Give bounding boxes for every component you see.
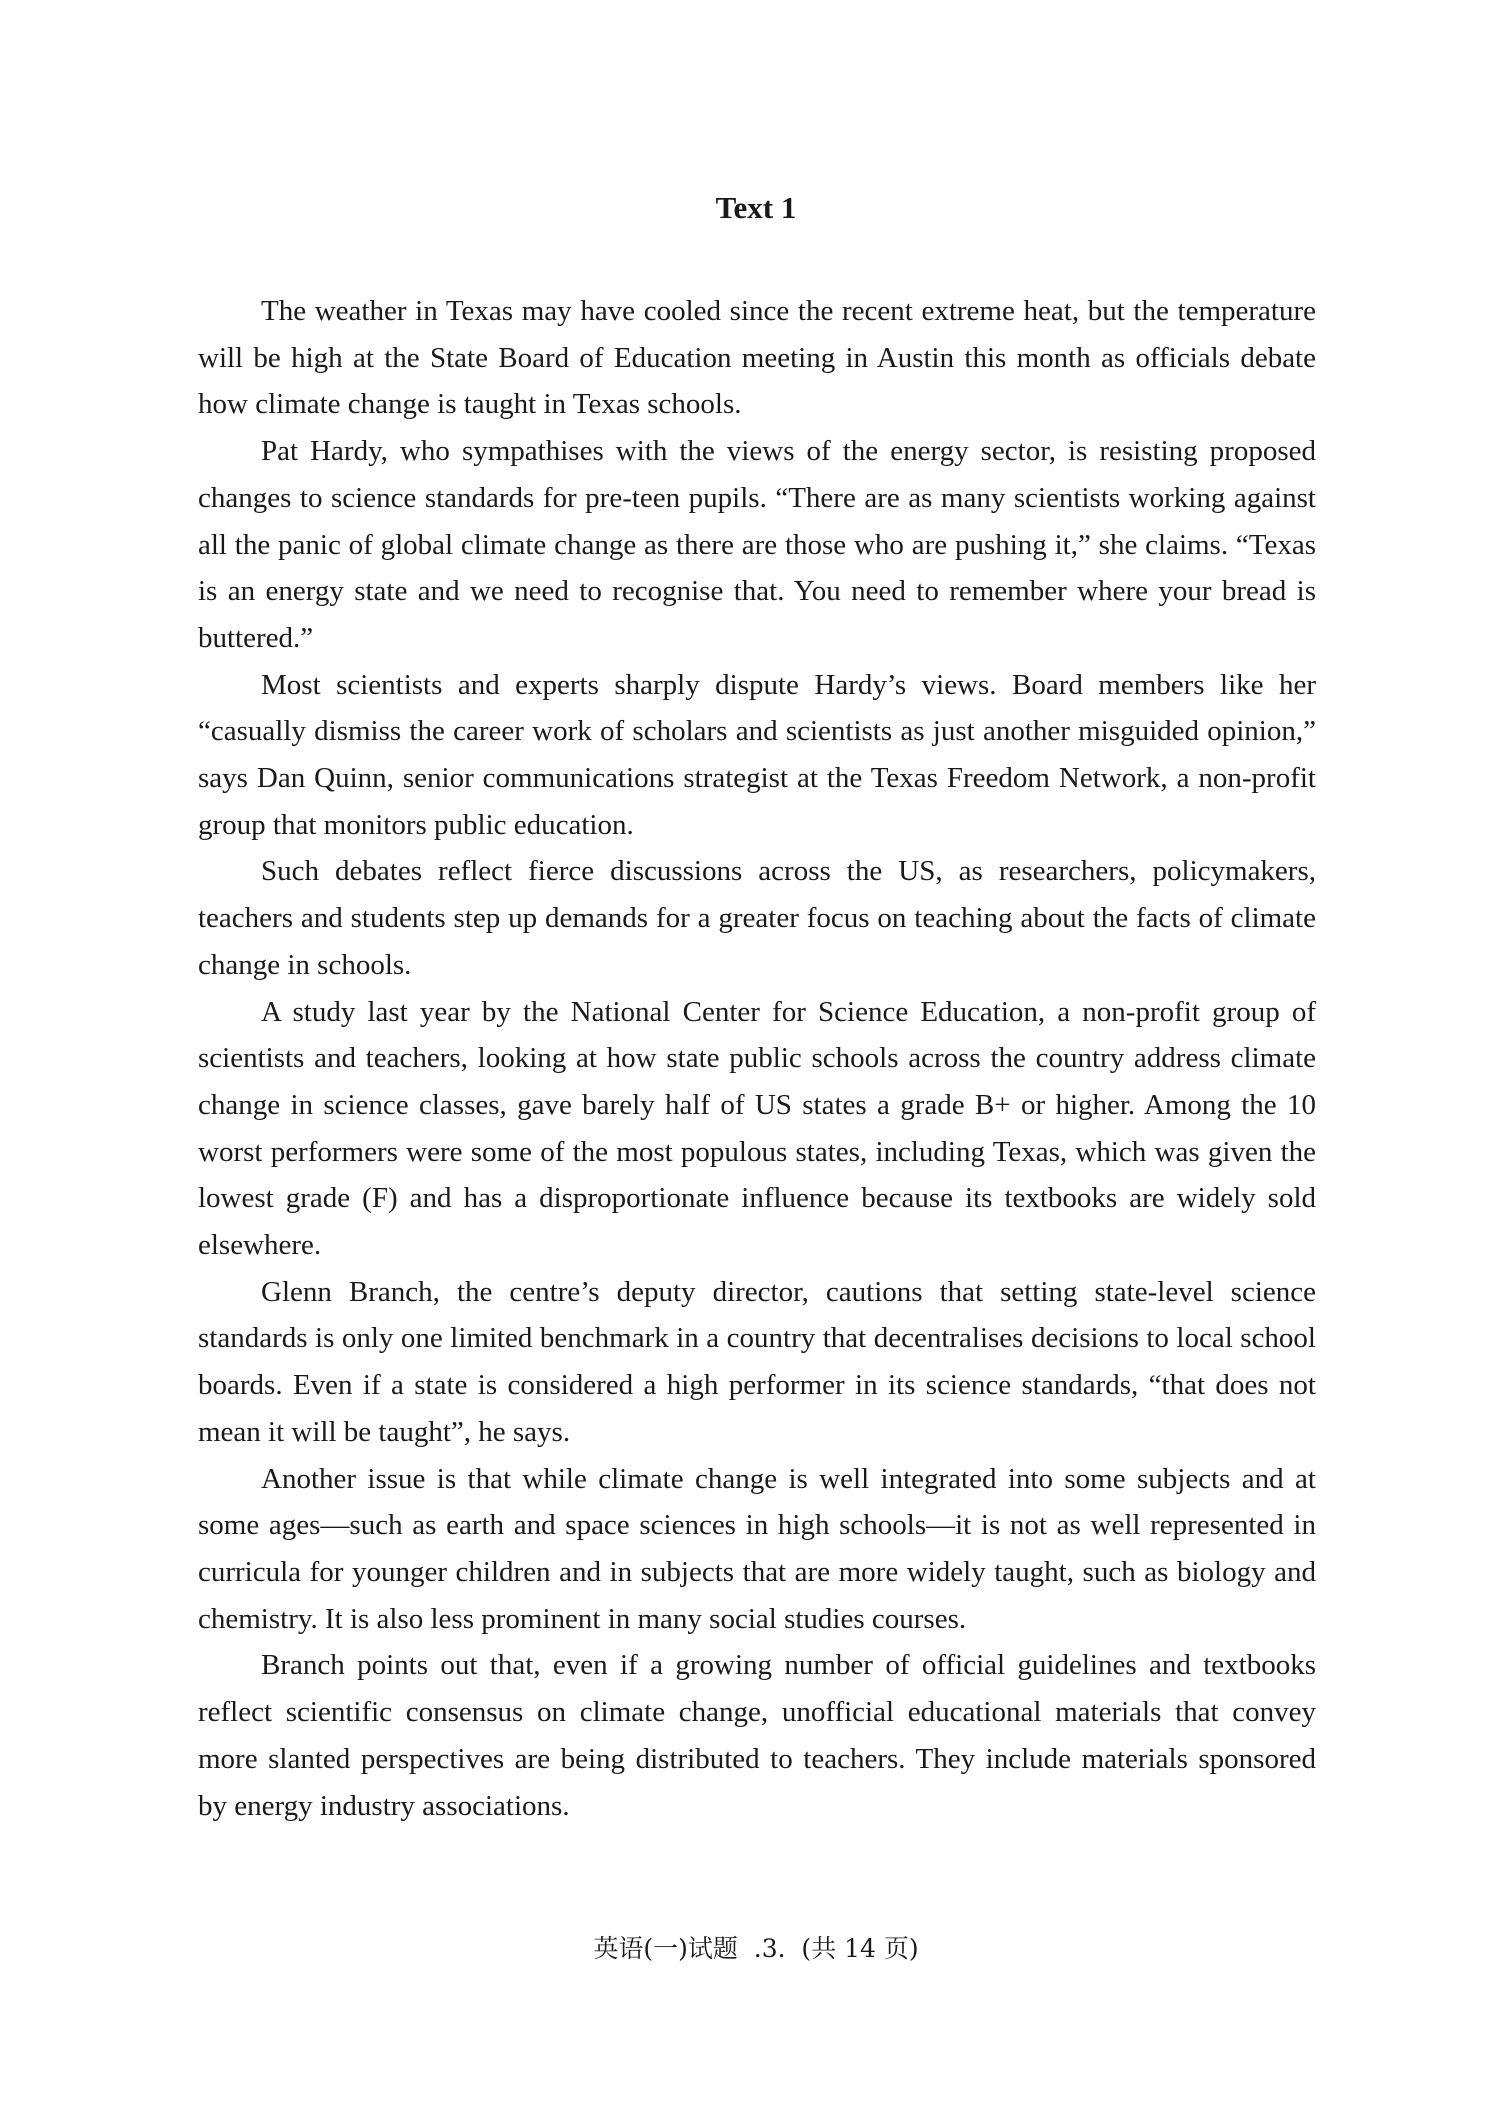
paragraph-4: Such debates reflect fierce discussions across the US, as researchers, policymakers, teachers and students step up demands for a greater focus on teaching about the facts of climate change in schools. bbox=[198, 855, 1316, 981]
paragraph-2: Pat Hardy, who sympathises with the views of the energy sector, is resisting proposed changes to science standards for pre-teen pupils. “There are as many scientists working against all the panic of global climate change as there are those who are pushing it,” she claims. “Texas is an energy state and we need to recognise that. You need to remember where your bread is buttered.” bbox=[198, 435, 1316, 654]
paragraph-8: Branch points out that, even if a growing number of official guidelines and textbooks reflect scientific consensus on climate change, unofficial educational materials that convey more slanted perspectives are being distributed to teachers. They include materials sponsored by energy industry associations. bbox=[198, 1649, 1316, 1822]
paragraph-7: Another issue is that while climate change is well integrated into some subjects and at some ages—such as earth and space sciences in high schools—it is not as well represented in curricula for younger children and in subjects that are more widely taught, such as biology and chemistry. It is also less prominent in many social studies courses. bbox=[198, 1462, 1316, 1635]
paragraph-5: A study last year by the National Center for Science Education, a non-profit group of scientists and teachers, looking at how state public schools across the country address climate change in science classes, gave barely half of US states a grade B+ or higher. Among the 10 worst performers were some of the most populous states, including Texas, which was given the lowest grade (F) and has a disproportionate influence because its textbooks are widely sold elsewhere. bbox=[198, 995, 1316, 1262]
paragraph-6: Glenn Branch, the centre’s deputy director, cautions that setting state-level science standards is only one limited benchmark in a country that decentralises decisions to local school boards. Even if a state is considered a high performer in its science standards, “that does not mean it will be taught”, he says. bbox=[198, 1275, 1316, 1448]
paragraph-3: Most scientists and experts sharply dispute Hardy’s views. Board members like her “casually dismiss the career work of scholars and scientists as just another misguided opinion,” says Dan Quinn, senior communications strategist at the Texas Freedom Network, a non-profit group that monitors public education. bbox=[198, 668, 1316, 841]
paragraph-1: The weather in Texas may have cooled since the recent extreme heat, but the temperature will be high at the State Board of Education meeting in Austin this month as officials debate how climate change is taught in Texas schools. bbox=[198, 295, 1316, 421]
page-footer: 英语(一)试题 .3. (共 14 页) bbox=[593, 1934, 919, 1963]
passage-title: Text 1 bbox=[715, 190, 797, 225]
passage-body bbox=[198, 288, 1316, 1829]
